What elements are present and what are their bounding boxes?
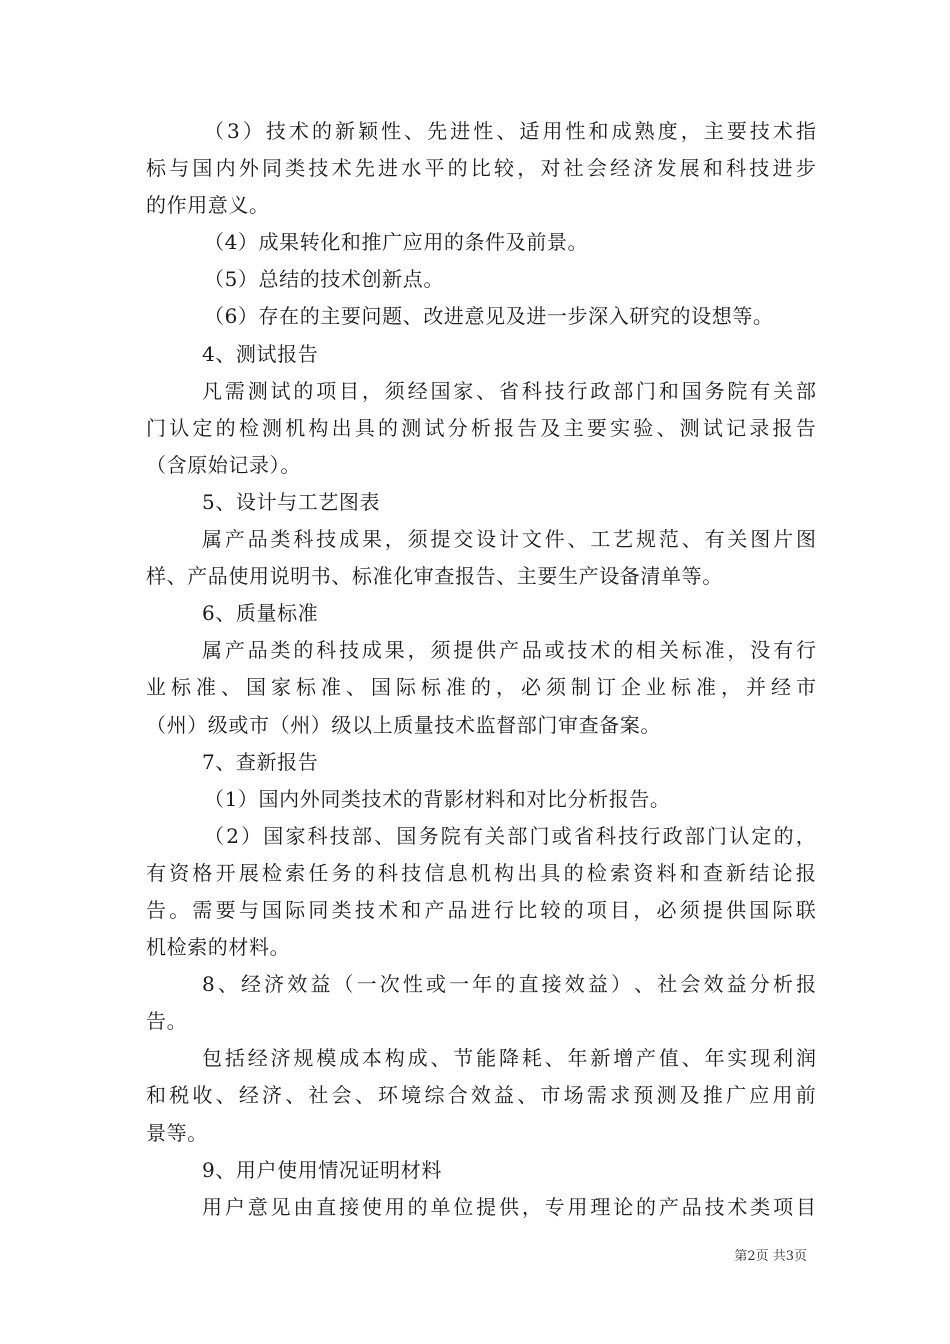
text-line: 8 、 经 济 效 益 （ 一 次 性 或 一 年 的 直 接 效 益 ） 、 社 会 效 益 分 析 报 [202, 972, 816, 997]
text-line: 属 产 品 类 科 技 成 果 ， 须 提 交 设 计 文 件 、 工 艺 规 范 、 有 关 图 片 图 [202, 527, 816, 552]
text-line: 5、设计与工艺图表 [202, 489, 381, 514]
text-line: 的作用意义。 [146, 193, 270, 218]
text-line: 用 户 意 见 由 直 接 使 用 的 单 位 提 供 ， 专 用 理 论 的 产 品 技 术 类 项 目 [202, 1194, 816, 1219]
document-body [146, 113, 816, 1226]
text-line: 标 与 国 内 外 同 类 技 术 先 进 水 平 的 比 较 ， 对 社 会 经 济 发 展 和 科 技 进 步 [146, 156, 816, 181]
text-line: 告 。 需 要 与 国 际 同 类 技 术 和 产 品 进 行 比 较 的 项 目 ， 必 须 提 供 国 际 联 [146, 897, 816, 922]
text-line: （4）成果转化和推广应用的条件及前景。 [204, 230, 589, 255]
text-line: 属 产 品 类 的 科 技 成 果 ， 须 提 供 产 品 或 技 术 的 相 关 标 准 ， 没 有 行 [202, 638, 816, 663]
text-line: （1）国内外同类技术的背影材料和对比分析报告。 [204, 786, 671, 811]
text-line: （含原始记录）。 [146, 452, 301, 477]
text-line: （ 3 ） 技 术 的 新 颖 性 、 先 进 性 、 适 用 性 和 成 熟 度 ， 主 要 技 术 指 [204, 119, 816, 143]
page-number: 第2页 共3页 [734, 1249, 807, 1264]
text-line: 门 认 定 的 检 测 机 构 出 具 的 测 试 分 析 报 告 及 主 要 实 验 、 测 试 记 录 报 告 [146, 415, 816, 440]
text-line: （州）级或市（州）级以上质量技术监督部门审查备案。 [146, 712, 661, 737]
text-line: 7、查新报告 [202, 749, 319, 774]
text-line: 告。 [146, 1009, 188, 1034]
text-line: 6、质量标准 [202, 601, 319, 626]
text-line: （5）总结的技术创新点。 [204, 267, 444, 292]
text-line: 样、产品使用说明书、标准化审查报告、主要生产设备清单等。 [146, 564, 723, 589]
text-line: 和 税 收 、 经 济 、 社 会 、 环 境 综 合 效 益 、 市 场 需 求 预 测 及 推 广 应 用 前 [146, 1083, 816, 1108]
text-line: 业 标 准 、 国 家 标 准 、 国 际 标 准 的 ， 必 须 制 订 企 业 标 准 ， 并 经 市 [146, 675, 816, 700]
text-line: 包 括 经 济 规 模 成 本 构 成 、 节 能 降 耗 、 年 新 增 产 值 、 年 实 现 利 润 [202, 1046, 816, 1071]
text-line: 4、测试报告 [202, 341, 319, 366]
text-line: （6）存在的主要问题、改进意见及进一步深入研究的设想等。 [204, 304, 774, 329]
text-line: 9、用户使用情况证明材料 [202, 1157, 442, 1182]
text-line: 有 资 格 开 展 检 索 任 务 的 科 技 信 息 机 构 出 具 的 检 索 资 料 和 查 新 结 论 报 [146, 860, 816, 885]
text-line: 景等。 [146, 1120, 208, 1145]
text-line: 凡 需 测 试 的 项 目 ， 须 经 国 家 、 省 科 技 行 政 部 门 和 国 务 院 有 关 部 [202, 378, 816, 403]
text-line: 机检索的材料。 [146, 935, 291, 960]
text-line: （ 2 ） 国 家 科 技 部 、 国 务 院 有 关 部 门 或 省 科 技 行 政 部 门 认 定 的 ， [204, 823, 816, 848]
